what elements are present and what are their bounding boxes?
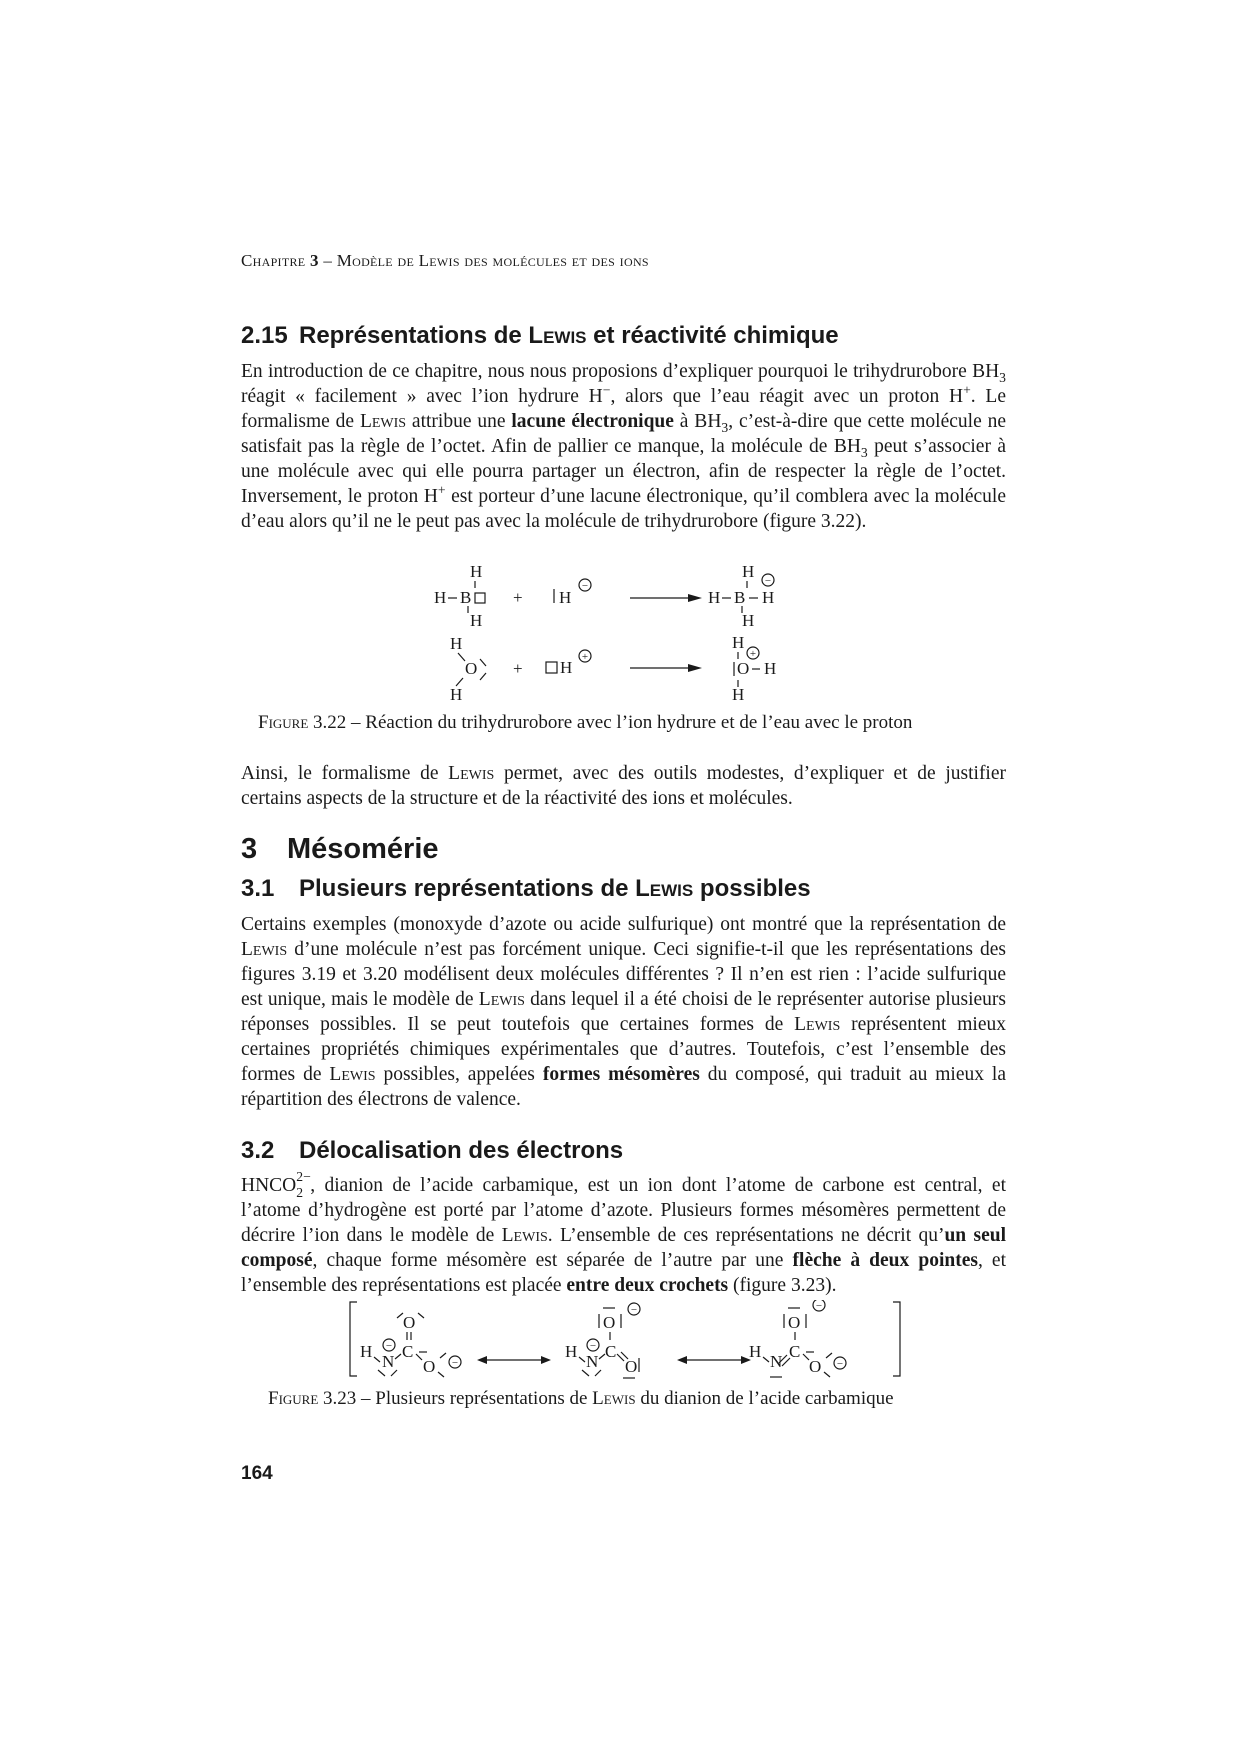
left-bracket [350,1302,357,1376]
atom-h: H [764,659,777,678]
plus-sign: + [513,659,523,678]
reaction-arrow [630,664,702,672]
atom-o: O [423,1357,436,1376]
atom-c: C [402,1342,414,1361]
charge-plus: + [749,648,757,660]
section-heading-3-1: 3.1 Plusieurs représentations de Lewis possibles [241,875,811,902]
atom-o: O [737,659,750,678]
atom-h: H [434,588,447,607]
atom-h: H [470,611,483,630]
paragraph-2-15-conclusion: Ainsi, le formalisme de Lewis permet, avec des outils modestes, d’expliquer et de justifier certains aspects de la structure et de la réactivité des ions et molécules. [241,763,1007,809]
atom-h: H [732,685,745,704]
running-head-chapter-number: 3 [309,251,319,270]
atom-h: H [450,634,463,653]
charge-minus: − [581,580,589,592]
atom-h: H [559,588,572,607]
atom-b: B [734,588,746,607]
mesomeric-form-1 [360,1313,461,1377]
charge-minus: − [385,1340,393,1352]
atom-c: C [605,1342,617,1361]
mesomeric-form-3 [749,1300,846,1377]
section-heading-2-15: 2.15 Représentations de Lewis et réactivité chimique [241,322,839,349]
atom-c: C [789,1342,801,1361]
charge-minus: − [630,1304,638,1316]
atom-b: B [460,588,472,607]
atom-h: H [450,685,463,704]
atom-h: H [762,588,775,607]
figure-3-23-scheme [345,1300,905,1385]
resonance-arrow [677,1356,751,1364]
hydronium-ion [732,633,776,704]
atom-h: H [565,1342,578,1361]
figure-3-22-caption: Figure 3.22 – Réaction du trihydrurobore avec l’ion hydrure et de l’eau avec le proton [258,712,913,733]
atom-o: O [625,1357,638,1376]
charge-minus: − [764,575,772,587]
charge-minus: − [836,1358,844,1370]
atom-o: O [403,1313,416,1332]
atom-o: O [788,1313,801,1332]
hydride-ion [554,579,591,607]
bh4-ion [708,562,774,630]
electron-vacancy [546,662,557,673]
atom-h: H [360,1342,373,1361]
water-molecule [450,634,486,704]
atom-n: N [770,1352,783,1371]
reaction-arrow [630,594,702,602]
running-head-chapter-label: Chapitre [241,251,306,270]
figure-3-23 [345,1300,905,1385]
charge-minus: − [589,1340,597,1352]
resonance-arrow [477,1356,551,1364]
paragraph-3-1: Certains exemples (monoxyde d’azote ou acide sulfurique) ont montré que la représentation de Lewis d’une molécule n’est pas forcément unique. Ceci signifie-t-il que les représentations des figures 3.19 et 3.20 modélisent deux molécules différentes ? Il n’en est rien : l’acide sulfurique est unique, mais le modèle de Lewis dans lequel il a été choisi de le représenter autorise plusieurs réponses possibles. Il se peut toutefois que certaines formes de Lewis représentent mieux certaines propriétés chimiques expérimentales que d’autres. Toutefois, c’est l’ensemble des formes de Lewis possibles, appelées formes mésomères du composé, qui traduit au mieux la répartition des électrons de valence. [241,914,1007,1110]
bh3-molecule [434,562,485,630]
atom-h: H [708,588,721,607]
figure-3-23-caption: Figure 3.23 – Plusieurs représentations de Lewis du dianion de l’acide carbamique [268,1388,894,1409]
atom-o: O [603,1313,616,1332]
atom-o: O [809,1357,822,1376]
section-heading-3-2: 3.2 Délocalisation des électrons [241,1137,624,1164]
atom-n: N [382,1352,395,1371]
figure-3-22 [420,560,840,710]
atom-h: H [749,1342,762,1361]
atom-n: N [586,1352,599,1371]
charge-plus: + [581,651,589,663]
paragraph-2-15-intro: En introduction de ce chapitre, nous nous proposions d’expliquer pourquoi le trihydrurobore $BH_3$ réagit « facilement » avec l’ion hydrure H−, alors que l’eau réagit avec un proton H+. Le formalisme de Lewis attribue une lacune électronique à $BH_3$, c’est-à-dire que cette molécule ne satisfait pas la règle de l’octet. Afin de pallier ce manque, la molécule de $BH_3$ peut s’associer à une molécule avec qui elle pourra partager un électron, afin de respecter la règle de l’octet. Inversement, le proton H+ est porteur d’une lacune électronique, qu’il comblera avec la molécule d’eau alors qu’il ne le peut pas avec la molécule de trihydrurobore (figure 3.22). [241,361,1006,532]
atom-h: H [560,658,573,677]
atom-o: O [465,659,478,678]
atom-h: H [470,562,483,581]
atom-h: H [732,633,745,652]
atom-h: H [742,562,755,581]
electron-vacancy [475,593,485,603]
page-number: 164 [241,1463,273,1484]
paragraph-3-2: HNCO 2− 2 , dianion de l’acide carbamique, est un ion dont l’atome de carbone est central, et l’atome d’hydrogène est porté par l’atome d’azote. Plusieurs formes mésomères permettent de décrire l’ion dans le modèle de Lewis. L’ensemble de ces représentations ne décrit qu’un seul composé, chaque forme mésomère est séparée de l’autre par une flèche à deux pointes, et l’ensemble des représentations est placée entre deux crochets (figure 3.23). [241,1169,1006,1296]
charge-minus: − [451,1357,459,1369]
proton [546,650,591,677]
running-head-title: Modèle de Lewis des molécules et des ions [336,251,649,270]
right-bracket [893,1302,900,1376]
figure-3-22-scheme [420,560,840,710]
section-heading-3: 3 Mésomérie [241,833,439,865]
charge-minus: − [815,1300,823,1312]
atom-h: H [742,611,755,630]
mesomeric-form-2 [565,1303,640,1378]
running-head: Chapitre 3 – Modèle de Lewis des molécules et des ions [241,251,649,270]
plus-sign: + [513,588,523,607]
